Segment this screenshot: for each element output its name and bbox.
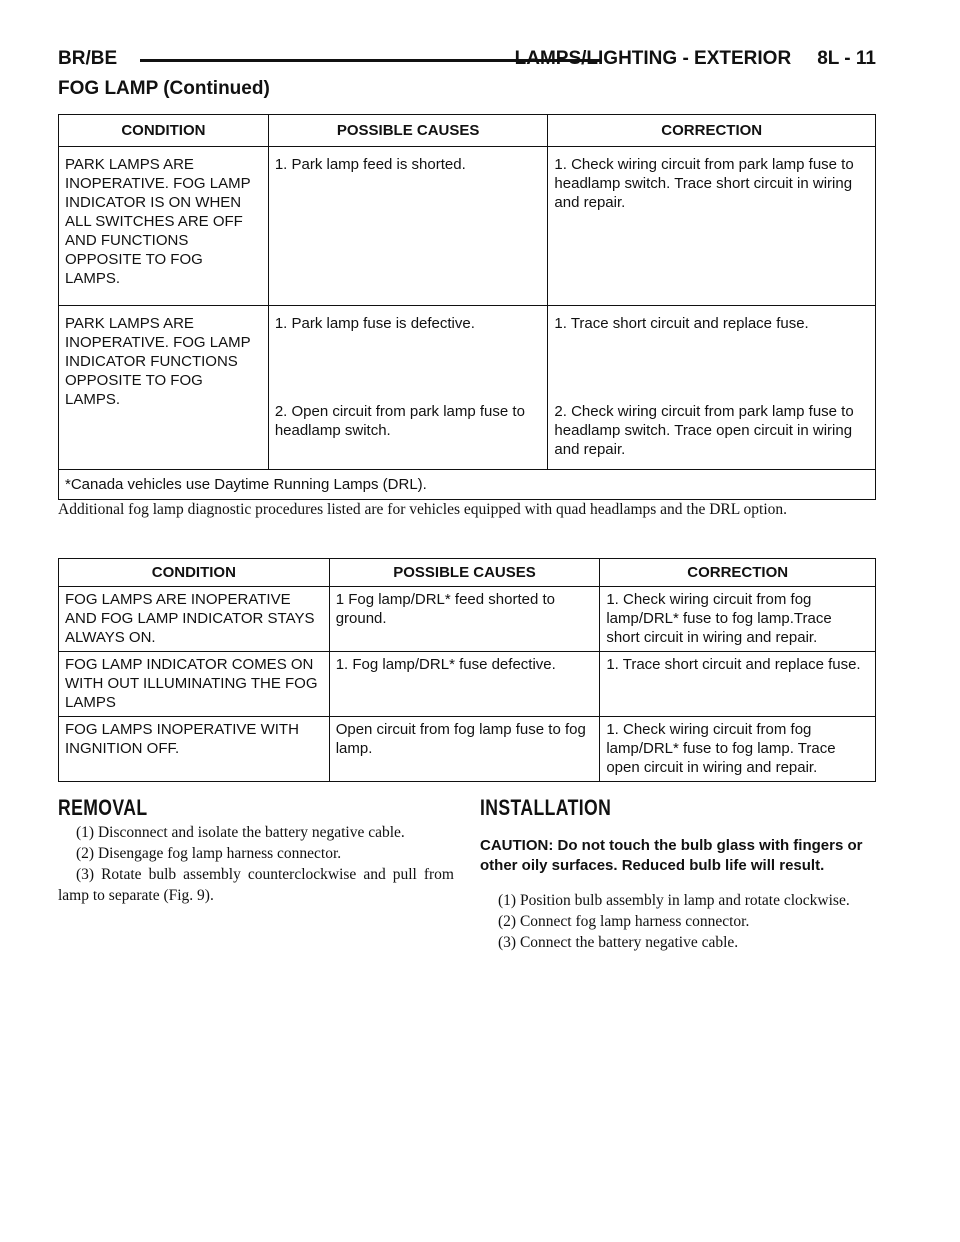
correction-cell: 1. Check wiring circuit from park lamp fuse to headlamp switch. Trace short circuit in wiring and repair. xyxy=(548,147,876,306)
column-header-causes: POSSIBLE CAUSES xyxy=(268,115,548,147)
cause-cell: 2. Open circuit from park lamp fuse to headlamp switch. xyxy=(268,400,548,470)
column-header-correction: CORRECTION xyxy=(548,115,876,147)
model-code: BR/BE xyxy=(58,48,118,69)
page-header xyxy=(58,40,876,74)
table-header-row xyxy=(59,115,876,147)
diagnosis-table-park-lamps xyxy=(58,114,876,500)
cause-cell: Open circuit from fog lamp fuse to fog lamp. xyxy=(329,717,600,782)
cause-cell: 1. Park lamp fuse is defective. xyxy=(268,306,548,401)
cause-cell: 1. Park lamp feed is shorted. xyxy=(268,147,548,306)
procedure-step: (3) Connect the battery negative cable. xyxy=(498,934,739,951)
table-note-row xyxy=(59,470,876,500)
continued-heading: FOG LAMP (Continued) xyxy=(58,78,270,99)
section-name: LAMPS/LIGHTING - EXTERIOR xyxy=(514,48,792,69)
table-row xyxy=(59,717,876,782)
procedure-step: (1) Position bulb assembly in lamp and rotate clockwise. xyxy=(498,892,850,909)
cause-cell: 1. Fog lamp/DRL* fuse defective. xyxy=(329,652,600,717)
additional-procedures-note: Additional fog lamp diagnostic procedures listed are for vehicles equipped with quad headlamps and the DRL option. xyxy=(58,501,788,518)
procedure-step: (2) Disengage fog lamp harness connector. xyxy=(76,845,342,862)
table-row xyxy=(59,652,876,717)
cause-cell: 1 Fog lamp/DRL* feed shorted to ground. xyxy=(329,587,600,652)
correction-cell: 2. Check wiring circuit from park lamp fuse to headlamp switch. Trace open circuit in wiring and repair. xyxy=(548,400,876,470)
removal-steps xyxy=(58,822,454,906)
column-header-causes: POSSIBLE CAUSES xyxy=(329,559,600,587)
procedure-step: (3) Rotate bulb assembly counterclockwise and pull from lamp to separate (Fig. 9). xyxy=(58,866,454,904)
installation-steps xyxy=(480,836,876,953)
column-header-condition: CONDITION xyxy=(59,115,269,147)
column-header-correction: CORRECTION xyxy=(600,559,876,587)
table-row xyxy=(59,587,876,652)
condition-cell: PARK LAMPS ARE INOPERATIVE. FOG LAMP INDICATOR FUNCTIONS OPPOSITE TO FOG LAMPS. xyxy=(59,306,269,470)
section-title xyxy=(515,48,876,70)
correction-cell: 1. Trace short circuit and replace fuse. xyxy=(600,652,876,717)
correction-cell: 1. Check wiring circuit from fog lamp/DRL* fuse to fog lamp. Trace open circuit in wiring and repair. xyxy=(600,717,876,782)
column-header-condition: CONDITION xyxy=(59,559,330,587)
caution-note: CAUTION: Do not touch the bulb glass with fingers or other oily surfaces. Reduced bulb life will result. xyxy=(480,837,863,874)
condition-cell: PARK LAMPS ARE INOPERATIVE. FOG LAMP INDICATOR IS ON WHEN ALL SWITCHES ARE OFF AND FUNCTIONS OPPOSITE TO FOG LAMPS. xyxy=(59,147,269,306)
installation-heading: INSTALLATION xyxy=(480,795,612,820)
correction-cell: 1. Trace short circuit and replace fuse. xyxy=(548,306,876,401)
condition-cell: FOG LAMPS INOPERATIVE WITH INGNITION OFF. xyxy=(59,717,330,782)
table-row xyxy=(59,306,876,401)
procedure-step: (1) Disconnect and isolate the battery negative cable. xyxy=(76,824,405,841)
condition-cell: FOG LAMP INDICATOR COMES ON WITH OUT ILLUMINATING THE FOG LAMPS xyxy=(59,652,330,717)
condition-cell: FOG LAMPS ARE INOPERATIVE AND FOG LAMP INDICATOR STAYS ALWAYS ON. xyxy=(59,587,330,652)
table-row xyxy=(59,147,876,306)
correction-cell: 1. Check wiring circuit from fog lamp/DRL* fuse to fog lamp.Trace short circuit in wiring and repair. xyxy=(600,587,876,652)
removal-heading: REMOVAL xyxy=(58,795,148,820)
table-header-row xyxy=(59,559,876,587)
table-footnote: *Canada vehicles use Daytime Running Lamps (DRL). xyxy=(59,470,876,500)
diagnosis-table-fog-lamps xyxy=(58,558,876,782)
page-number: 8L - 11 xyxy=(817,48,876,69)
procedure-step: (2) Connect fog lamp harness connector. xyxy=(498,913,750,930)
